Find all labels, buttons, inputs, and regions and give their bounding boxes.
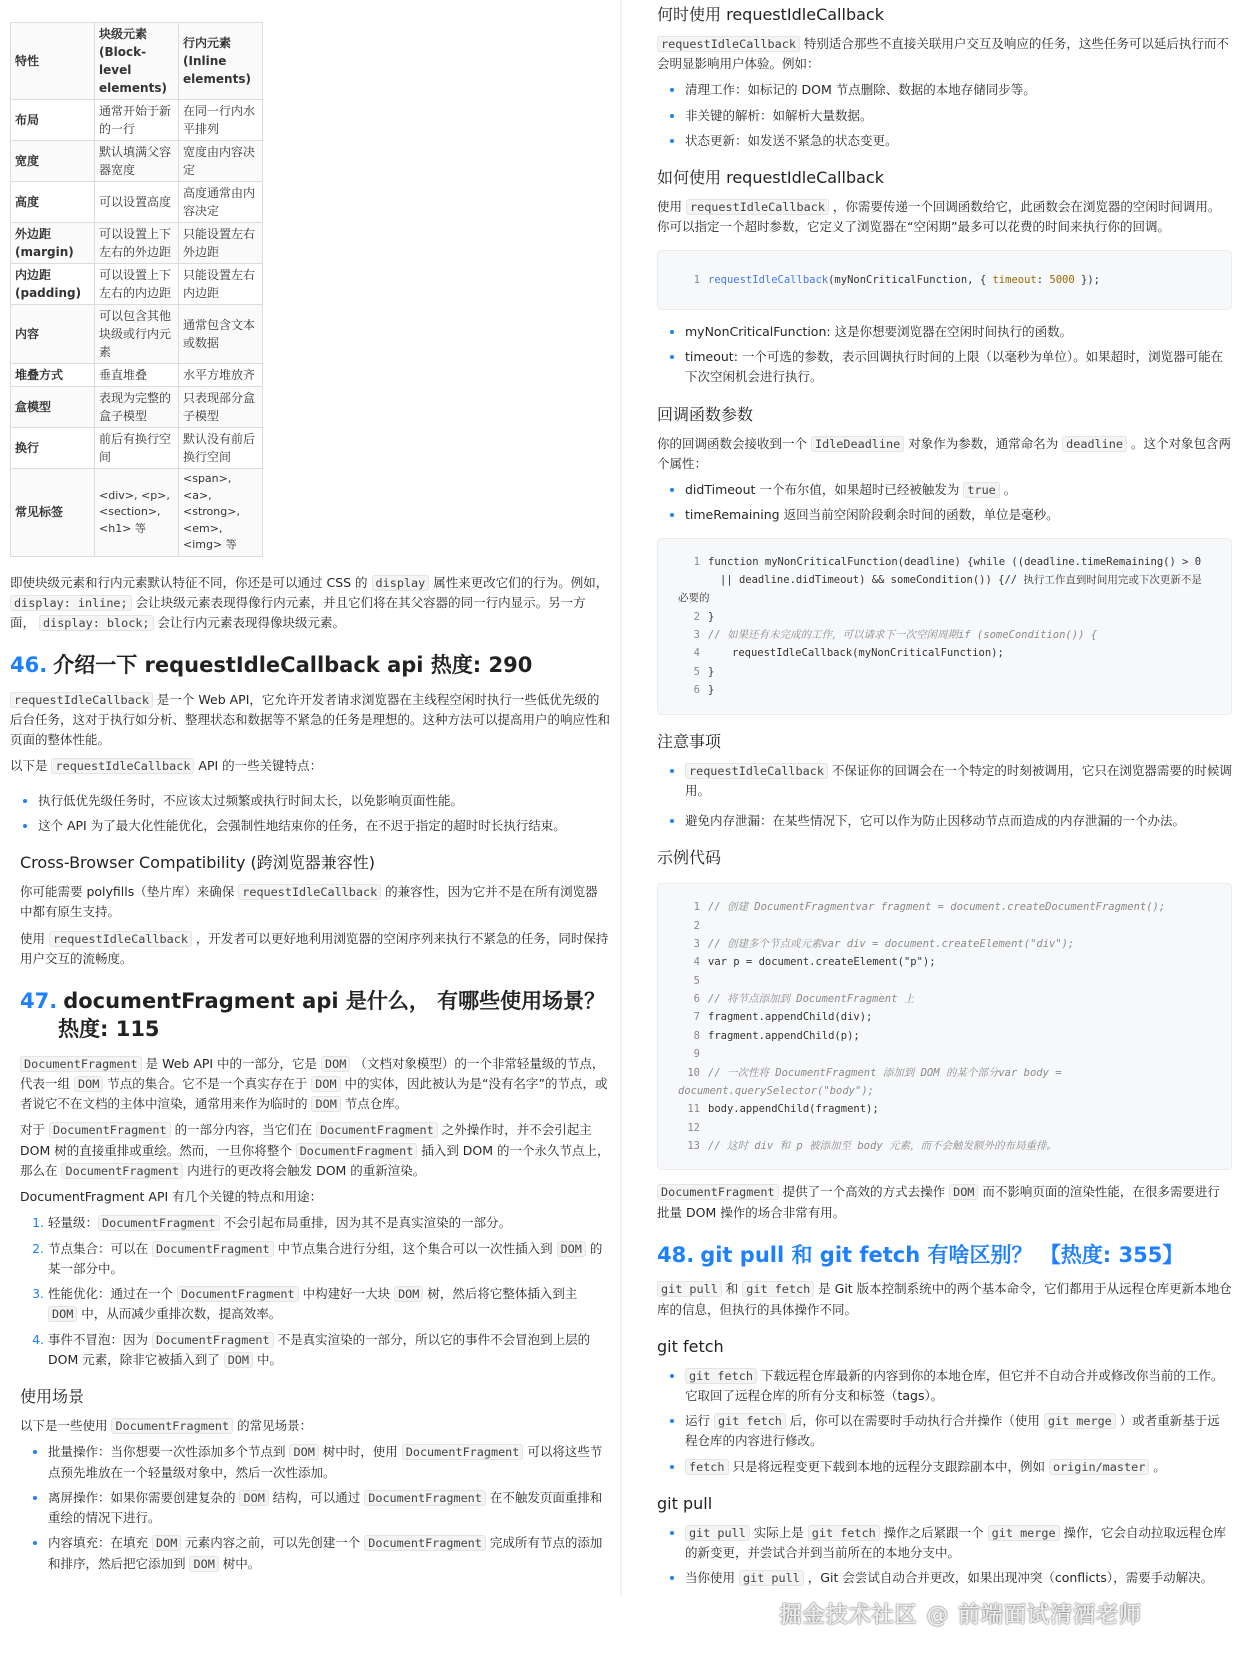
compat-paragraph: 你可能需要 polyfills（垫片库）来确保 requestIdleCallback 的兼容性，因为它并不是在所有浏览器中都有原生支持。 — [20, 884, 598, 920]
table-cell: 宽度由内容决定 — [179, 141, 263, 182]
table-cell: 高度通常由内容决定 — [179, 182, 263, 223]
table-row — [11, 223, 263, 264]
callback-params-heading: 回调函数参数 — [657, 404, 754, 424]
code-line: 3 // 如果还有未完成的工作，可以请求下一次空闲周期if (someCondition()) { — [693, 629, 1098, 642]
s47-paragraph-3: DocumentFragment API 有几个关键的特点和用途： — [20, 1189, 323, 1205]
list-item: • 清理工作：如标记的 DOM 节点删除、数据的本地存储同步等。 — [685, 80, 1232, 100]
code-line: 10 // 一次性将 DocumentFragment 添加到 DOM 的某个部分var body = document.querySelector("body"); — [678, 1066, 1068, 1097]
table-cell: 堆叠方式 — [11, 364, 95, 387]
callback-params-paragraph: 你的回调函数会接收到一个 IdleDeadline 对象作为参数，通常命名为 deadline 。这个对象包含两个属性： — [657, 435, 1231, 471]
table-cell: 常见标签 — [11, 469, 95, 557]
table-cell: 前后有换行空间 — [95, 428, 179, 469]
list-item: • 批量操作：当你想要一次性添加多个节点到 DOM 树中时，使用 DocumentFragment 可以将这些节点预先堆放在一个轻量级对象中，然后一次性添加。 — [48, 1442, 610, 1483]
table-cell: 可以设置上下左右的外边距 — [95, 223, 179, 264]
how-paragraph: 使用 requestIdleCallback ，你需要传递一个回调函数给它，此函数会在浏览器的空闲时间调用。你可以指定一个超时参数，它定义了浏览器在“空闲期”最多可以花费的时间来执行你的回调。 — [657, 199, 1221, 235]
list-item: • git pull 实际上是 git fetch 操作之后紧跟一个 git merge 操作，它会自动拉取远程仓库的新变更，并尝试合并到当前所在的本地分支中。 — [685, 1523, 1232, 1564]
notes-heading: 注意事项 — [657, 731, 722, 751]
list-item: • timeout: 一个可选的参数，表示回调执行时间的上限（以毫秒为单位）。如果超时，浏览器可能在下次空闲机会进行执行。 — [685, 347, 1232, 388]
list-item: • 离屏操作：如果你需要创建复杂的 DOM 结构，可以通过 DocumentFragment 在不触发页面重排和重绘的情况下进行。 — [48, 1488, 610, 1529]
left-column — [0, 0, 620, 1580]
list-item: • 避免内存泄漏：在某些情况下，它可以作为防止因移动节点而造成的内存泄漏的一个办法。 — [685, 811, 1232, 831]
table-cell: 在同一行内水平排列 — [179, 100, 263, 141]
scenes-list — [34, 1442, 610, 1574]
table-row — [11, 305, 263, 364]
code-line: 4 requestIdleCallback(myNonCriticalFunction); — [693, 647, 1004, 660]
list-item: • 执行低优先级任务时，不应该太过频繁或执行时间太长，以免影响页面性能。 — [38, 791, 610, 811]
code-line: 5 } — [693, 665, 715, 678]
table-cell: 默认填满父容器宽度 — [95, 141, 179, 182]
list-item: • 非关键的解析：如解析大量数据。 — [685, 106, 1232, 126]
table-cell: 外边距 (margin) — [11, 223, 95, 264]
list-item: • git fetch 下载远程仓库最新的内容到你的本地仓库，但它并不自动合并或修改你当前的工作。它取回了远程仓库的所有分支和标签（tags）。 — [685, 1366, 1232, 1407]
when-heading: 何时使用 requestIdleCallback — [657, 5, 884, 24]
table-row — [11, 364, 263, 387]
scenes-intro: 以下是一些使用 DocumentFragment 的常见场景： — [20, 1418, 313, 1434]
table-cell: 只表现部分盒子模型 — [179, 387, 263, 428]
git-pull-list — [671, 1523, 1232, 1589]
code-line: 12 — [687, 1121, 700, 1134]
code-line: 13 // 这时 div 和 p 被添加至 body 元素，而不会触发额外的布局重排。 — [687, 1140, 1057, 1153]
compat-heading: Cross-Browser Compatibility (跨浏览器兼容性) — [20, 853, 376, 873]
code-line: 2 } — [693, 610, 715, 623]
list-item: • 状态更新：如发送不紧急的状态变更。 — [685, 131, 1232, 151]
s47-paragraph-2: 对于 DocumentFragment 的一部分内容，当它们在 DocumentFragment 之外操作时，并不会引起主 DOM 树的直接重排或重绘。然而，一旦你将整个 DocumentFragment 插入到 DOM 的一个永久节点上，那么在 DocumentFragment 内进行的更改将会触发 DOM 的重新渲染。 — [20, 1122, 610, 1178]
code-block-timeout: 1 requestIdleCallback(myNonCriticalFunction, { timeout: 5000 }); — [657, 250, 1232, 310]
list-item: • didTimeout 一个布尔值，如果超时已经被触发为 true 。 — [685, 480, 1232, 500]
code-line: 8 fragment.appendChild(p); — [693, 1029, 860, 1042]
table-cell: 水平方堆放齐 — [179, 364, 263, 387]
how-list — [671, 322, 1232, 388]
watermark: 掘金技术社区 @ 前端面试清酒老师 — [779, 1603, 1142, 1629]
list-item: • 这个 API 为了最大化性能优化，会强制性地结束你的任务，在不迟于指定的超时时长执行结束。 — [38, 816, 610, 836]
code-line: 9 — [693, 1048, 700, 1061]
s46-bullets — [24, 791, 610, 837]
code-line: || deadline.didTimeout) && someCondition()) {// 执行工作直到时间用完或下次更新不是必要的 — [678, 573, 1202, 605]
callback-params-list — [671, 480, 1232, 526]
table-cell: 只能设置左右外边距 — [179, 223, 263, 264]
list-item: • 运行 git fetch 后，你可以在需要时手动执行合并操作（使用 git merge ）或者重新基于远程仓库的内容进行修改。 — [685, 1411, 1232, 1452]
code-block-callback — [657, 538, 1232, 715]
table-cell: 垂直堆叠 — [95, 364, 179, 387]
list-item: 4. 事件不冒泡：因为 DocumentFragment 不是真实渲染的一部分，所以它的事件不会冒泡到上层的 DOM 元素，除非它被插入到了 DOM 中。 — [48, 1330, 610, 1371]
table-row — [11, 182, 263, 223]
list-item: • timeRemaining 返回当前空闲阶段剩余时间的函数，单位是毫秒。 — [685, 505, 1232, 525]
table-cell: 可以包含其他块级或行内元素 — [95, 305, 179, 364]
table-row — [11, 100, 263, 141]
use-paragraph: 使用 requestIdleCallback ，开发者可以更好地利用浏览器的空闲序列来执行不紧急的任务，同时保持用户交互的流畅度。 — [20, 930, 609, 966]
table-header-cell: 特性 — [11, 23, 95, 100]
git-pull-heading: git pull — [657, 1493, 713, 1513]
table-row — [11, 428, 263, 469]
s46-paragraph-2: 以下是 requestIdleCallback API 的一些关键特点： — [10, 758, 323, 774]
list-item: • fetch 只是将远程变更下载到本地的远程分支跟踪副本中，例如 origin/master 。 — [685, 1457, 1232, 1477]
table-cell: 只能设置左右内边距 — [179, 264, 263, 305]
git-fetch-list — [671, 1366, 1232, 1477]
table-header-row — [11, 23, 263, 100]
table-cell: 表现为完整的盒子模型 — [95, 387, 179, 428]
s47-paragraph-1: DocumentFragment 是 Web API 中的一部分，它是 DOM （文档对象模型）的一个非常轻量级的节点，代表一组 DOM 节点的集合。它不是一个真实存在于 DOM 中的实体，因此被认为是“没有名字”的节点，或者说它不在文档的主体中渲染，通常用来作为临时的 DOM 节点仓库。 — [20, 1055, 608, 1112]
list-item: 1. 轻量级： DocumentFragment 不会引起布局重排，因为其不是真实渲染的一部分。 — [48, 1213, 610, 1233]
fragment-summary-paragraph: DocumentFragment 提供了一个高效的方式去操作 DOM 而不影响页面的渲染性能，在很多需要进行批量 DOM 操作的场合非常有用。 — [657, 1184, 1220, 1220]
git-fetch-heading: git fetch — [657, 1336, 724, 1356]
table-cell: 布局 — [11, 100, 95, 141]
table-header-cell: 块级元素 (Block-level elements) — [95, 23, 179, 100]
table-row — [11, 141, 263, 182]
list-item: • 内容填充：在填充 DOM 元素内容之前，可以先创建一个 DocumentFragment 完成所有节点的添加和排序，然后把它添加到 DOM 树中。 — [48, 1533, 610, 1574]
code-line: 1 // 创建 DocumentFragmentvar fragment = document.createDocumentFragment(); — [693, 901, 1166, 914]
section-48-heading: 48. git pull 和 git fetch 有啥区别？ 【热度: 355】 — [657, 1242, 1184, 1267]
display-intro-paragraph: 即使块级元素和行内元素默认特征不同，你还是可以通过 CSS 的 display 属性来更改它们的行为。例如， display: inline; 会让块级元素表现得像行内元素，并且它们将在其父容器的同一行内显示。另一方面， display: block; 会让行内元素表现得像块级元素。 — [10, 574, 609, 630]
table-cell: 高度 — [11, 182, 95, 223]
table-cell: 换行 — [11, 428, 95, 469]
table-cell: <div>, <p>, <section>, <h1> 等 — [95, 469, 179, 557]
table-header-cell: 行内元素 (Inline elements) — [179, 23, 263, 100]
code-block-fragment — [657, 883, 1232, 1170]
list-item: 3. 性能优化：通过在一个 DocumentFragment 中构建好一大块 DOM 树，然后将它整体插入到主 DOM 中，从而减少重排次数，提高效率。 — [48, 1284, 610, 1325]
comparison-table — [10, 22, 263, 557]
table-cell: 默认没有前后换行空间 — [179, 428, 263, 469]
table-cell: 内边距 (padding) — [11, 264, 95, 305]
table-row — [11, 387, 263, 428]
s48-paragraph: git pull 和 git fetch 是 Git 版本控制系统中的两个基本命令，它们都用于从远程仓库更新本地仓库的信息，但执行的具体操作不同。 — [657, 1281, 1232, 1317]
code-line: 6 // 将节点添加到 DocumentFragment 上 — [693, 993, 915, 1006]
section-47-heading: 47. documentFragment api 是什么， 有哪些使用场景？热度: 115 — [20, 989, 606, 1042]
code-line: 7 fragment.appendChild(div); — [693, 1011, 873, 1024]
scenes-heading: 使用场景 — [20, 1387, 85, 1407]
table-cell: 可以设置上下左右的内边距 — [95, 264, 179, 305]
table-cell: 宽度 — [11, 141, 95, 182]
table-cell: 通常开始于新的一行 — [95, 100, 179, 141]
code-line: 1 function myNonCriticalFunction(deadline) {while ((deadline.timeRemaining() > 0 — [693, 555, 1202, 568]
example-heading: 示例代码 — [657, 848, 722, 868]
code-line: 3 // 创建多个节点或元素var div = document.createElement("div"); — [693, 937, 1075, 950]
table-row — [11, 264, 263, 305]
how-heading: 如何使用 requestIdleCallback — [657, 168, 884, 188]
when-paragraph: requestIdleCallback 特别适合那些不直接关联用户交互及响应的任务，这些任务可以延后执行而不会明显影响用户体验。例如： — [657, 35, 1229, 72]
code-line: 2 — [693, 919, 700, 932]
section-46-heading: 46. 介绍一下 requestIdleCallback api 热度: 290 — [10, 653, 533, 678]
notes-list — [671, 761, 1232, 832]
table-cell: <span>, <a>, <strong>, <em>, <img> 等 — [179, 469, 263, 557]
table-cell: 可以设置高度 — [95, 182, 179, 223]
table-cell: 通常包含文本或数据 — [179, 305, 263, 364]
right-column — [620, 0, 1242, 1595]
code-line: 11 body.appendChild(fragment); — [687, 1103, 879, 1116]
table-cell: 内容 — [11, 305, 95, 364]
s47-feature-list — [34, 1213, 610, 1370]
list-item: 2. 节点集合：可以在 DocumentFragment 中节点集合进行分组，这个集合可以一次性插入到 DOM 的某一部分中。 — [48, 1239, 610, 1280]
list-item: • myNonCriticalFunction: 这是你想要浏览器在空闲时间执行的函数。 — [685, 322, 1232, 342]
code-line: 5 — [693, 974, 700, 987]
table-cell: 盒模型 — [11, 387, 95, 428]
code-line: 4 var p = document.createElement("p"); — [693, 956, 936, 969]
when-list — [671, 80, 1232, 151]
list-item: • 当你使用 git pull ，Git 会尝试自动合并更改，如果出现冲突（conflicts），需要手动解决。 — [685, 1568, 1232, 1588]
list-item: • requestIdleCallback 不保证你的回调会在一个特定的时刻被调用，它只在浏览器需要的时候调用。 — [685, 761, 1232, 802]
table-row — [11, 469, 263, 557]
code-line: 6 } — [693, 684, 715, 697]
s46-paragraph-1: requestIdleCallback 是一个 Web API，它允许开发者请求浏览器在主线程空闲时执行一些低优先级的后台任务，这对于执行如分析、整理状态和数据等不紧急的任务是理想的。这种方法可以提高用户的响应性和页面的整体性能。 — [10, 691, 611, 748]
